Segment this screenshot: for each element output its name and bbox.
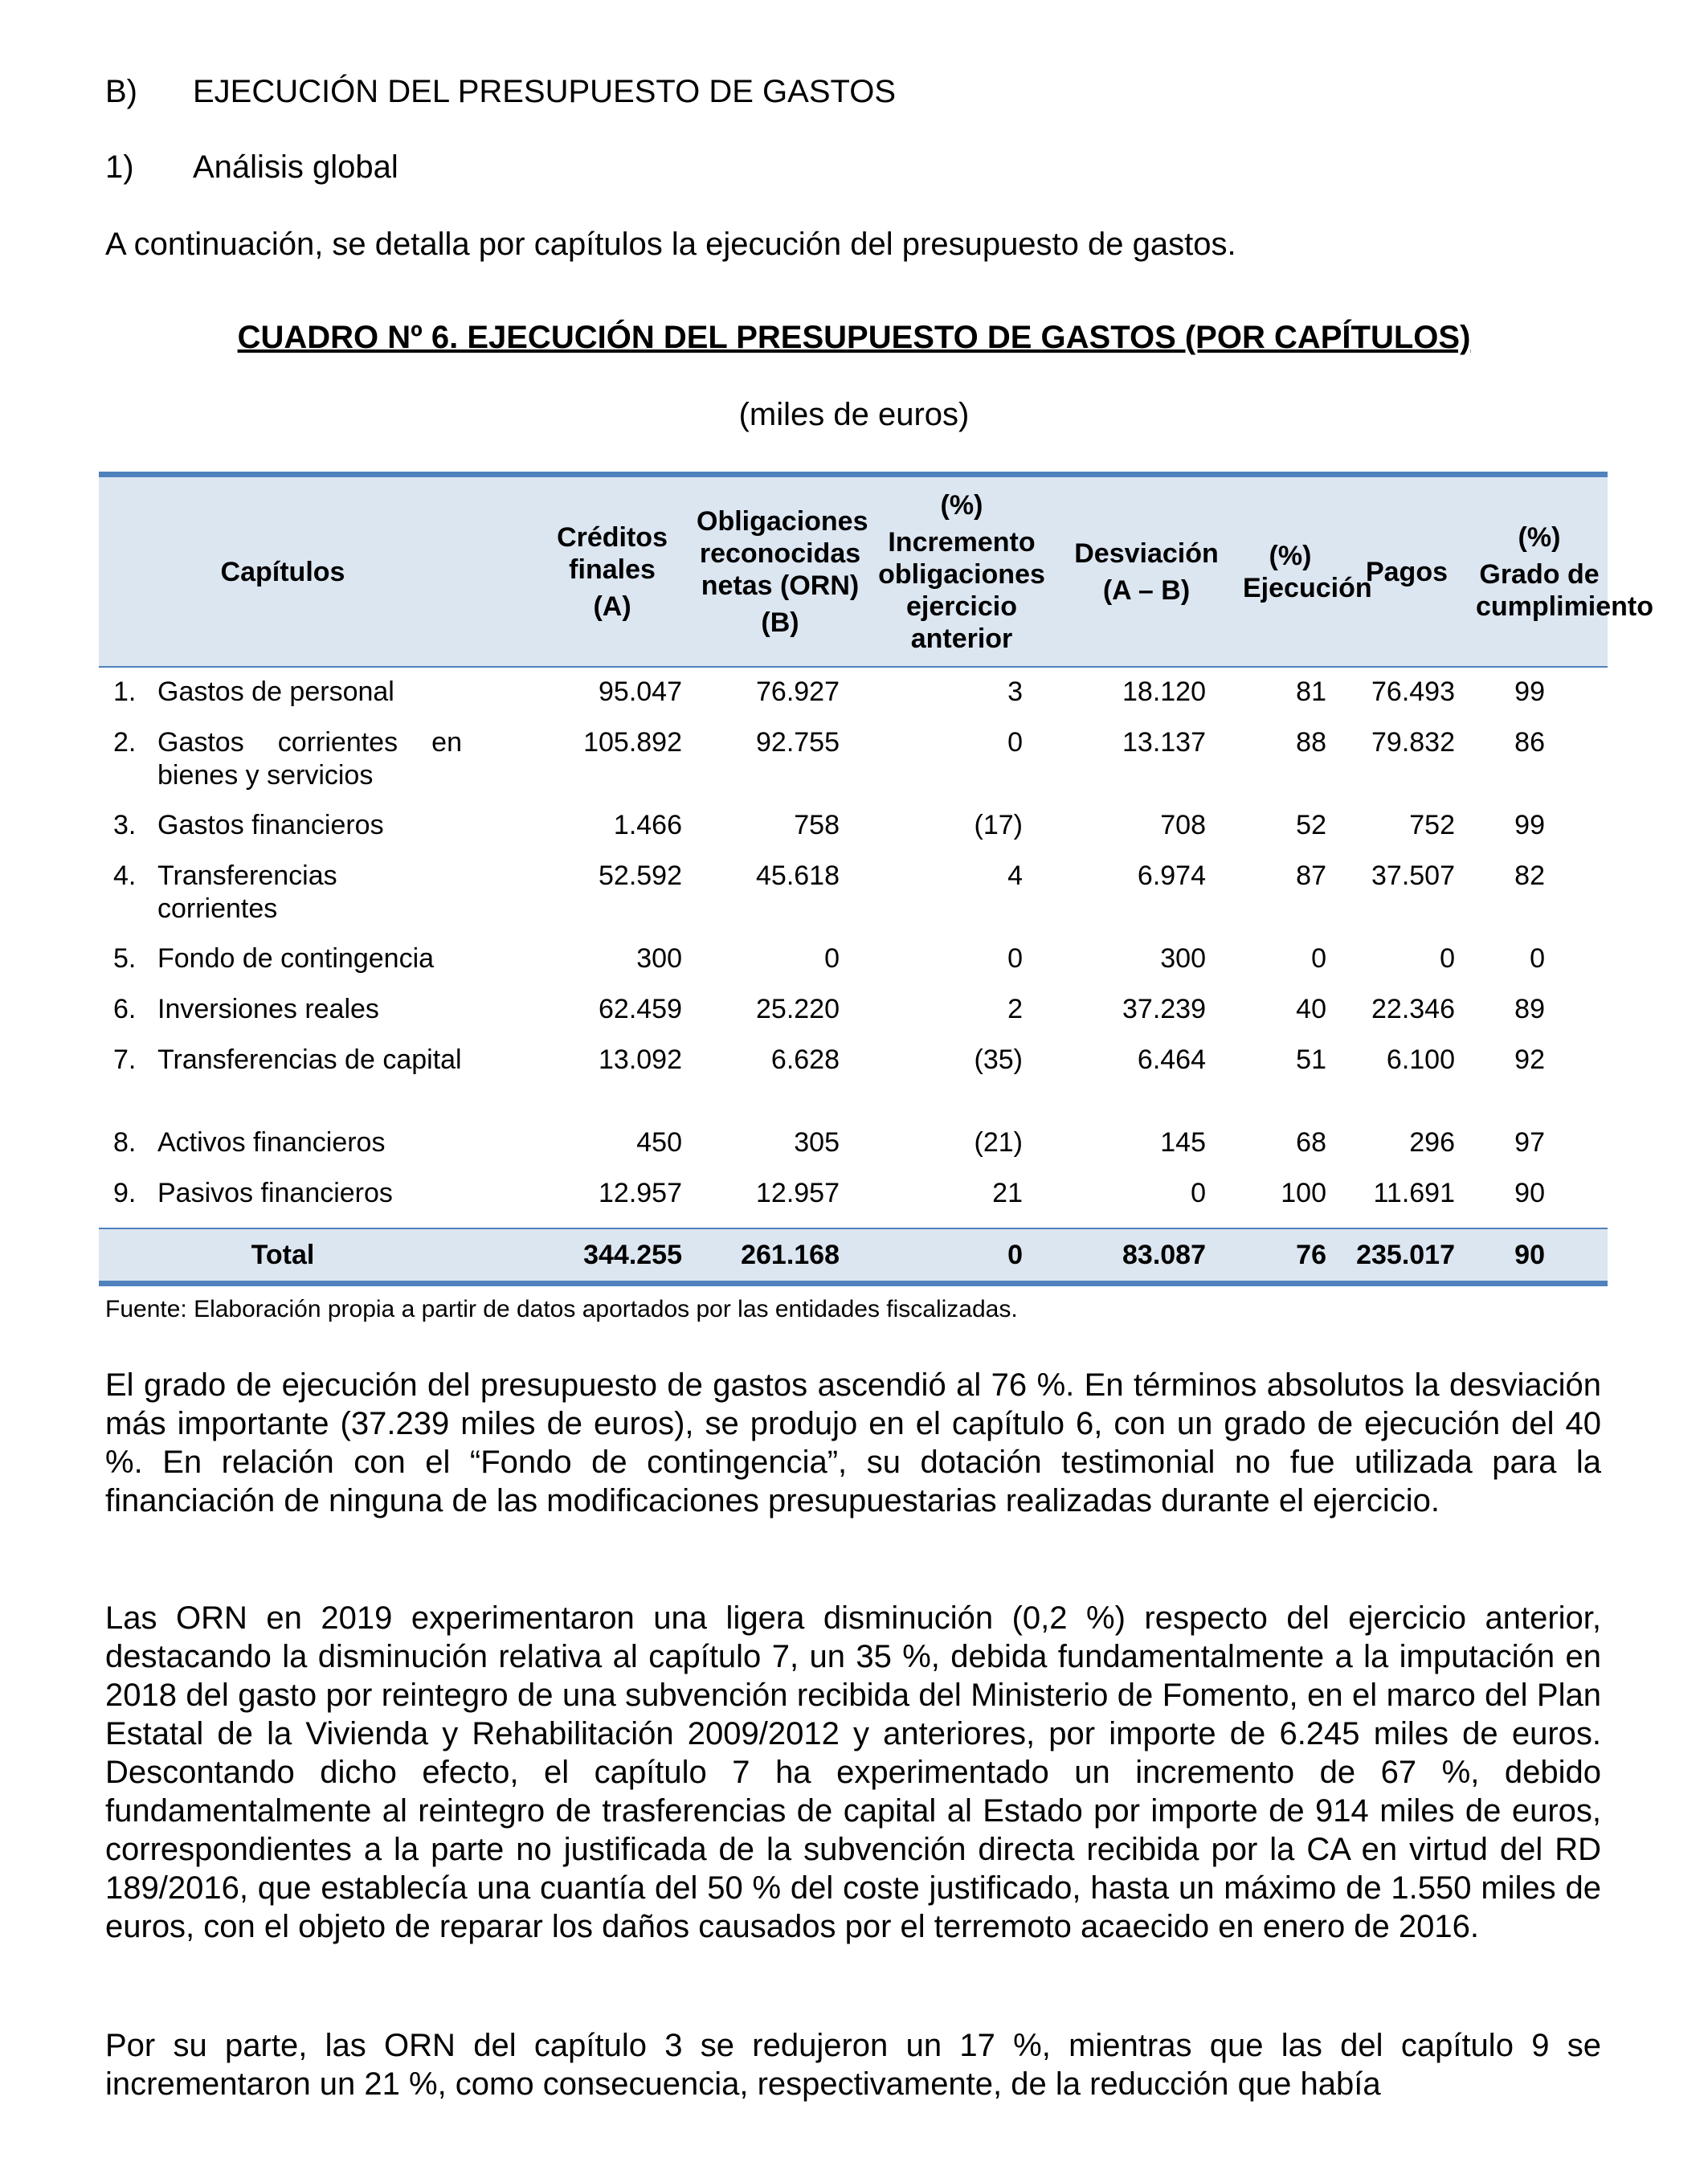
header-incremento: (%) Incremento obligaciones ejercicio anterior	[868, 475, 1055, 668]
total-label: Total	[99, 1228, 467, 1284]
table-cell-value: 86	[1514, 727, 1545, 758]
table-row	[99, 993, 1608, 1044]
table-row	[99, 667, 1608, 726]
table-cell-value: 95.047	[599, 676, 682, 707]
table-cell-value: 92	[1514, 1044, 1545, 1075]
table-cell-value: 0	[1311, 943, 1326, 974]
table-cell-value: 450	[636, 1127, 682, 1158]
table-row	[99, 860, 1608, 942]
table-cell-value: 0	[868, 1228, 1055, 1284]
table-cell-value: 97	[1514, 1127, 1545, 1158]
header-desviacion: Desviación (A – B)	[1055, 475, 1238, 668]
table-cell-value: 0	[1440, 943, 1455, 974]
table-cell-value: 62.459	[599, 994, 682, 1024]
table-cell-value: 79.832	[1371, 727, 1455, 758]
section-number: B)	[105, 74, 137, 109]
table-cell-value: 0	[1007, 943, 1023, 974]
table-cell-value: 81	[1296, 676, 1326, 707]
table-cell-value: 99	[1514, 810, 1545, 840]
table-cell-capitulo: 3. Gastos financieros	[113, 810, 384, 840]
table-cell-value: 37.239	[1122, 994, 1206, 1024]
table-cell-value: 752	[1409, 810, 1455, 840]
table-cell-value: 18.120	[1122, 676, 1206, 707]
table-cell-value: 11.691	[1373, 1178, 1455, 1208]
table-cell-capitulo: 5. Fondo de contingencia	[113, 943, 435, 974]
table-cell-value: 261.168	[692, 1228, 868, 1284]
table-cell-value: 37.507	[1371, 860, 1455, 891]
subsection-label: Análisis global	[193, 149, 398, 185]
table-cell-capitulo: 2. Gastos corrientes en bienes y servicios	[113, 727, 462, 791]
table-cell-value: 51	[1296, 1044, 1326, 1075]
table-header-row	[99, 475, 1608, 668]
table-cell-capitulo: 9. Pasivos financieros	[113, 1178, 393, 1208]
table-cell-value: 235.017	[1342, 1228, 1471, 1284]
table-row	[99, 1044, 1608, 1126]
header-capitulos: Capítulos	[99, 475, 467, 668]
table-cell-value: 708	[1160, 810, 1206, 840]
table-cell-value: 100	[1281, 1178, 1326, 1208]
table-row	[99, 726, 1608, 809]
table-total-row	[99, 1228, 1608, 1284]
table-cell-value: 3	[1007, 676, 1023, 707]
paragraph: El grado de ejecución del presupuesto de gastos ascendió al 76 %. En términos absolutos la desviación más importante (37.239 miles de euros), se produjo en el capítulo 6, con un grado de ejecución del 40 %. En relación con el “Fondo de contingencia”, su dotación testimonial no fue utilizada para la financiación de ninguna de las modificaciones presupuestarias realizadas durante el ejercicio.	[105, 1367, 1601, 1518]
table-cell-value: 76	[1238, 1228, 1342, 1284]
table-cell-value: 21	[992, 1178, 1023, 1208]
table-cell-value: 13.092	[599, 1044, 682, 1075]
header-pagos: Pagos	[1342, 475, 1471, 668]
header-grado: (%) Grado de cumplimiento	[1471, 475, 1608, 668]
table-source: Fuente: Elaboración propia a partir de datos aportados por las entidades fiscalizadas.	[105, 1296, 1018, 1322]
intro-text: A continuación, se detalla por capítulos la ejecución del presupuesto de gastos.	[105, 227, 1236, 262]
table-cell-value: 45.618	[756, 860, 840, 891]
header-ejecucion: (%) Ejecución	[1238, 475, 1342, 668]
table-cell-value: 12.957	[599, 1178, 682, 1208]
table-cell-value: 40	[1296, 994, 1326, 1024]
table-cell-value: 1.466	[613, 810, 682, 840]
table-cell-value: 92.755	[756, 727, 840, 758]
table-cell-value: 0	[824, 943, 840, 974]
table-row	[99, 809, 1608, 860]
table-cell-value: 0	[1530, 943, 1545, 974]
header-creditos: Créditos finales (A)	[467, 475, 692, 668]
paragraph: Las ORN en 2019 experimentaron una ligera disminución (0,2 %) respecto del ejercicio anterior, destacando la disminución relativa al capítulo 7, un 35 %, debida fundamentalmente a la imputación en 2018 del gasto por reintegro de una subvención recibida del Ministerio de Fomento, en el marco del Plan Estatal de la Vivienda y Rehabilitación 2009/2012 y anteriores, por importe de 6.245 miles de euros. Descontando dicho efecto, el capítulo 7 ha experimentado un incremento de 67 %, debido fundamentalmente al reintegro de trasferencias de capital al Estado por importe de 914 miles de euros, correspondientes a la parte no justificada de la subvención directa recibida por la CA en virtud del RD 189/2016, que establecía una cuantía del 50 % del coste justificado, hasta un máximo de 1.550 miles de euros, con el objeto de reparar los daños causados por el terremoto acaecido en enero de 2016.	[105, 1600, 1601, 1944]
table-cell-value: 83.087	[1055, 1228, 1238, 1284]
table-cell-capitulo: 7. Transferencias de capital	[113, 1044, 462, 1075]
table-cell-value: 90	[1471, 1228, 1608, 1284]
section-label: EJECUCIÓN DEL PRESUPUESTO DE GASTOS	[193, 74, 897, 109]
table-cell-value: 4	[1007, 860, 1023, 891]
table-cell-capitulo: 6. Inversiones reales	[113, 994, 379, 1024]
table-cell-value: 68	[1296, 1127, 1326, 1158]
table-cell-value: 344.255	[467, 1228, 692, 1284]
table-cell-value: 0	[1191, 1178, 1206, 1208]
header-orn: Obligaciones reconocidas netas (ORN) (B)	[692, 475, 868, 668]
table-cell-value: (35)	[974, 1044, 1023, 1075]
table-cell-value: 22.346	[1371, 994, 1455, 1024]
table-cell-capitulo: 1. Gastos de personal	[113, 676, 394, 707]
table-cell-value: 12.957	[756, 1178, 840, 1208]
table-cell-value: 758	[794, 810, 840, 840]
table-cell-capitulo: 4. Transferencias corrientes	[113, 860, 337, 924]
subsection-heading	[105, 148, 1601, 186]
table-cell-value: 89	[1514, 994, 1545, 1024]
paragraph: Por su parte, las ORN del capítulo 3 se redujeron un 17 %, mientras que las del capítulo 9 se incrementaron un 21 %, como consecuencia, respectivamente, de la reducción que había	[105, 2028, 1601, 2102]
table-cell-value: 87	[1296, 860, 1326, 891]
table-cell-value: 6.100	[1386, 1044, 1455, 1075]
table-cell-value: 300	[636, 943, 682, 974]
table-cell-value: 2	[1007, 994, 1023, 1024]
table-cell-value: 13.137	[1122, 727, 1206, 758]
table-cell-value: 25.220	[756, 994, 840, 1024]
table-cell-value: 88	[1296, 727, 1326, 758]
table-cell-value: 52.592	[599, 860, 682, 891]
table-cell-value: 90	[1514, 1178, 1545, 1208]
table-cell-value: 296	[1409, 1127, 1455, 1158]
table-cell-value: 6.974	[1137, 860, 1206, 891]
table-cell-value: 76.493	[1371, 676, 1455, 707]
table-row	[99, 1126, 1608, 1177]
table-cell-capitulo: 8. Activos financieros	[113, 1127, 386, 1158]
table-cell-value: (21)	[974, 1127, 1023, 1158]
table-row	[99, 942, 1608, 993]
table-cell-value: 76.927	[756, 676, 840, 707]
table-cell-value: 6.464	[1137, 1044, 1206, 1075]
table-cell-value: 300	[1160, 943, 1206, 974]
table-cell-value: (17)	[974, 810, 1023, 840]
table-cell-value: 305	[794, 1127, 840, 1158]
table-units: (miles de euros)	[738, 397, 970, 432]
section-heading	[105, 72, 1601, 111]
table-cell-value: 105.892	[583, 727, 682, 758]
table-title: CUADRO Nº 6. EJECUCIÓN DEL PRESUPUESTO DE GASTOS (POR CAPÍTULOS)	[237, 320, 1471, 355]
table-cell-value: 6.628	[770, 1044, 840, 1075]
table-cell-value: 0	[1007, 727, 1023, 758]
table-row	[99, 1177, 1608, 1228]
subsection-number: 1)	[105, 149, 134, 185]
table-cell-value: 99	[1514, 676, 1545, 707]
table-cell-value: 82	[1514, 860, 1545, 891]
budget-table	[99, 472, 1654, 1286]
table-cell-value: 52	[1296, 810, 1326, 840]
table-cell-value: 145	[1160, 1127, 1206, 1158]
